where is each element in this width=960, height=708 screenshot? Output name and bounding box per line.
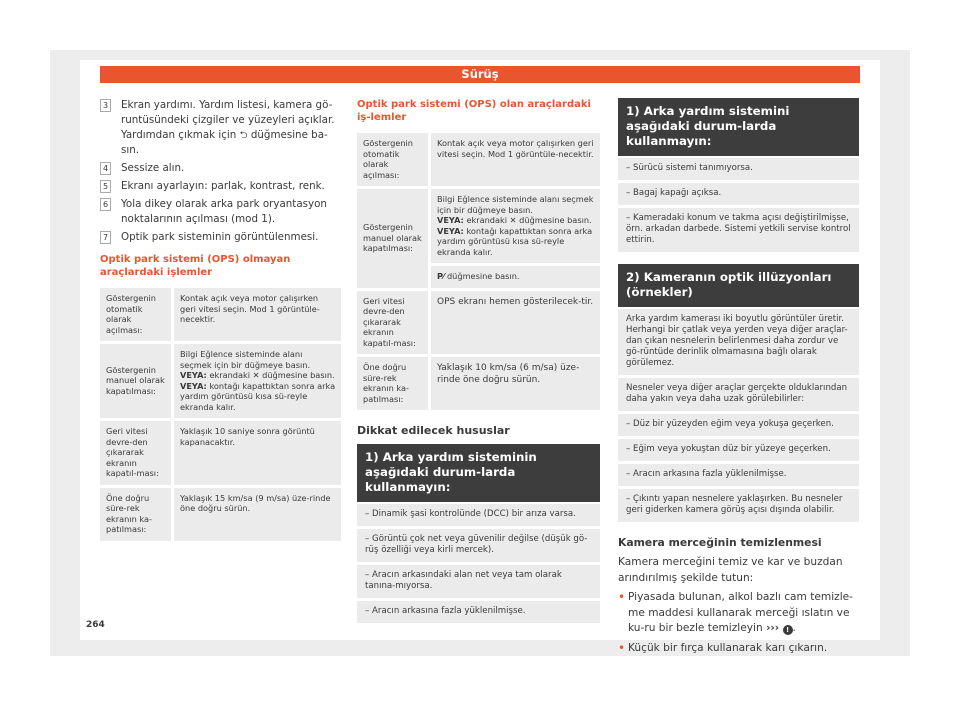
page-number: 264 — [86, 620, 105, 630]
column-middle — [357, 98, 600, 623]
table-row — [100, 285, 341, 341]
step-item — [100, 179, 341, 194]
close-icon: ✕ — [509, 215, 517, 225]
step-number: 3 — [100, 99, 111, 112]
cell-text: ekrandaki — [466, 215, 508, 225]
table-value: Kontak açık veya motor çalışırken geri vitesi seçin. Mod 1 görüntüle-necektir. — [174, 285, 341, 341]
warning-box-header: 1) Arka yardım sisteminin aşağıdaki durum-larda kullanmayın: — [357, 444, 600, 502]
table-key: Öne doğru süre-rek ekranın ka-patılması: — [100, 485, 174, 541]
step-text: Optik park sisteminin görüntülenmesi. — [121, 231, 319, 243]
warning-box-header: 2) Kameranın optik illüzyonları (örnekler) — [618, 264, 859, 307]
warning-item: – Aracın arkasındaki alan net veya tam olarak tanına-mıyorsa. — [357, 562, 600, 598]
step-item — [100, 98, 341, 158]
warning-item: – Çıkıntı yapan nesnelere yaklaşırken. Bu nesneler geri giderken kamera görüş açısı dışında olabilir. — [618, 486, 859, 522]
table-key: Geri vitesi devre-den çıkararak ekranın kapatıl-ması: — [100, 418, 174, 485]
step-number: 5 — [100, 180, 111, 193]
table-value: OPS ekranı hemen gösterilecek-tir. — [431, 288, 600, 355]
table-value: Kontak açık veya motor çalışırken geri vitesi seçin. Mod 1 görüntüle-necektir. — [431, 130, 600, 186]
cell-bold: VEYA: — [437, 215, 464, 225]
table-row — [357, 186, 600, 263]
cell-bold: VEYA: — [180, 380, 207, 391]
column-right — [618, 98, 859, 656]
table-value: Yaklaşık 10 saniye sonra görüntü kapanacaktır. — [174, 418, 341, 485]
cell-text: düğmesine basın. — [446, 271, 520, 281]
warning-item: – Bagaj kapağı açıksa. — [618, 180, 859, 205]
step-text: Ekranı ayarlayın: parlak, kontrast, renk. — [121, 180, 325, 192]
step-text-end: düğmesine ba-sın. — [121, 129, 328, 156]
table-value: Yaklaşık 15 km/sa (9 m/sa) üze-rinde öne doğru sürün. — [174, 485, 341, 541]
cleaning-intro: Kamera merceğini temiz ve kar ve buzdan arındırılmış şekilde tutun: — [618, 556, 843, 584]
step-item — [100, 197, 341, 227]
cell-text: kontağı kapattıktan sonra arka yardım görüntüsü kısa sü-reyle ekranda kalır. — [180, 380, 336, 412]
table-row — [100, 341, 341, 418]
table-row — [357, 130, 600, 186]
step-number: 4 — [100, 162, 111, 175]
table-key: Göstergenin manuel olarak kapatılması: — [100, 341, 174, 418]
cell-bold: VEYA: — [180, 370, 207, 380]
table-value: Yaklaşık 10 km/sa (6 m/sa) üze-rinde öne doğru sürün. — [431, 354, 600, 410]
bullet-text: Piyasada bulunan, alkol bazlı cam temizle-me maddesi kullanarak merceği ıslatın ve ku-ru bir bezle temizleyin — [628, 591, 854, 634]
bullet-icon: • — [618, 640, 626, 655]
table-ops-with — [357, 130, 600, 410]
warning-box-header: 1) Arka yardım sistemini aşağıdaki durum-larda kullanmayın: — [618, 98, 859, 156]
table-row — [357, 288, 600, 355]
table-key: Göstergenin otomatik olarak açılması: — [100, 285, 174, 341]
cross-reference-arrows[interactable]: ››› — [766, 622, 780, 634]
warning-item: – Görüntü çok net veya güvenilir değilse (düşük gö-rüş özelliği veya kirli mercek). — [357, 526, 600, 562]
warning-item: – Düz bir yüzeyden eğim veya yokuşa geçerken. — [618, 411, 859, 436]
table-value — [431, 263, 600, 288]
cell-text: Bilgi Eğlence sisteminde alanı seçmek için bir düğmeye basın. — [437, 194, 594, 215]
table-row — [100, 485, 341, 541]
cell-text: Bilgi Eğlence sisteminde alanı seçmek için bir düğmeye basın. — [180, 349, 311, 370]
table1-title: Optik park sistemi (OPS) olmayan araçlardaki işlemler — [100, 254, 291, 278]
warning-item: – Sürücü sistemi tanımıyorsa. — [618, 156, 859, 180]
table-key: Göstergenin otomatik olarak açılması: — [357, 130, 431, 186]
spacer — [618, 252, 859, 264]
notes-title: Dikkat edilecek hususlar — [357, 424, 510, 437]
page-header: Sürüş — [100, 66, 860, 83]
step-text: Yola dikey olarak arka park oryantasyon noktalarının açılması (mod 1). — [121, 198, 327, 225]
cleaning-title: Kamera merceğinin temizlenmesi — [618, 536, 822, 549]
bullet-icon: • — [618, 590, 626, 604]
column-left — [100, 98, 341, 541]
warning-item: – Dinamik şasi kontrolünde (DCC) bir arıza varsa. — [357, 502, 600, 526]
warning-item: – Kameradaki konum ve takma açısı değiştirilmişse, örn. arkadan darbede. Sistemi yetkili servise kontrol ettirin. — [618, 205, 859, 252]
cell-text: düğmesine basın. — [262, 370, 335, 380]
step-number: 6 — [100, 198, 111, 211]
cell-text: kontağı kapattıktan sonra arka yardım görüntüsü kısa sü-reyle ekranda kalır. — [437, 225, 593, 257]
table-value — [431, 186, 600, 263]
step-text: Sessize alın. — [121, 162, 185, 174]
park-button-icon: P⁄ — [437, 271, 445, 281]
table-ops-without — [100, 285, 341, 541]
table-row — [100, 418, 341, 485]
step-item — [100, 161, 341, 176]
bullet-text: Küçük bir fırça kullanarak karı çıkarın. — [628, 641, 828, 654]
table-key: Öne doğru süre-rek ekranın ka-patılması: — [357, 354, 431, 410]
cell-bold: VEYA: — [437, 225, 464, 236]
back-arrow-icon: ⮌ — [239, 130, 248, 141]
cell-text: ekrandaki — [209, 370, 251, 380]
table-value — [174, 341, 341, 418]
table-key: Geri vitesi devre-den çıkararak ekranın kapatıl-ması: — [357, 288, 431, 355]
cell-text: düğmesine basın. — [519, 215, 592, 225]
warning-item: – Aracın arkasına fazla yüklenilmişse. — [618, 461, 859, 486]
table-row — [357, 354, 600, 410]
table2-title: Optik park sistemi (OPS) olan araçlardaki iş-lemler — [357, 99, 591, 123]
warning-icon: ! — [783, 625, 793, 635]
bullet-item — [618, 641, 859, 657]
close-icon: ✕ — [252, 370, 260, 380]
bullet-item — [618, 590, 859, 637]
step-item — [100, 230, 341, 245]
table-key: Göstergenin manuel olarak kapatılması: — [357, 186, 431, 288]
step-number: 7 — [100, 231, 111, 244]
bullet-text-end: . — [792, 622, 796, 634]
warning-item: – Aracın arkasına fazla yüklenilmişse. — [357, 598, 600, 623]
warning-item: – Eğim veya yokuştan düz bir yüzeye geçerken. — [618, 436, 859, 461]
warning-item: Arka yardım kamerası iki boyutlu görüntüler üretir. Herhangi bir çatlak veya yerden veya diğer araçlar-dan çıkan nesnelerin belirlenmesi daha zordur ve gö-rüntüde derinlik olmamasına bağlı olarak görülemez. — [618, 307, 859, 375]
warning-item: Nesneler veya diğer araçlar gerçekte olduklarından daha yakın veya daha uzak görülebilirler: — [618, 375, 859, 411]
step-text: Ekran yardımı. Yardım listesi, kamera gö-runtüsündeki çizgiler ve yüzeyleri açıklar. Yardımdan çıkmak için — [121, 99, 335, 141]
